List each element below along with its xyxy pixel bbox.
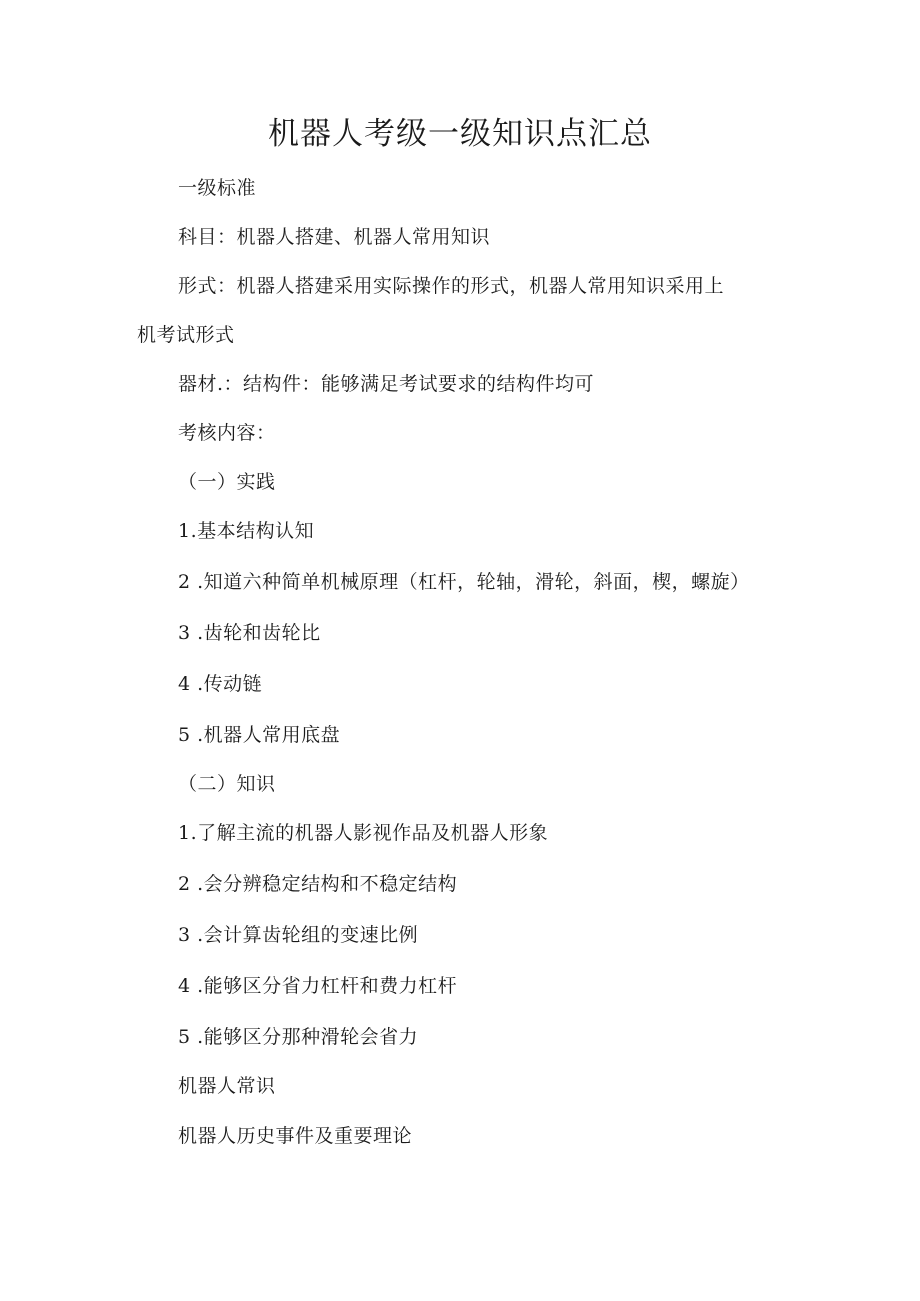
paragraph-materials: 器材.：结构件：能够满足考试要求的结构件均可 [178,373,595,395]
paragraph-format-continued: 机考试形式 [137,324,235,346]
paragraph-level-standard: 一级标准 [178,177,257,199]
section-heading-knowledge: （二）知识 [178,773,276,795]
section-heading-practice: （一）实践 [178,471,276,493]
paragraph-format: 形式：机器人搭建采用实际操作的形式，机器人常用知识采用上 [178,275,725,297]
list-item: 4 .能够区分省力杠杆和费力杠杆 [178,975,458,997]
list-item: 3 .齿轮和齿轮比 [178,622,321,644]
list-item: 1.了解主流的机器人影视作品及机器人形象 [178,822,549,844]
paragraph-robot-history: 机器人历史事件及重要理论 [178,1125,413,1147]
list-item: 4 .传动链 [178,673,263,695]
list-item: 5 .机器人常用底盘 [178,724,341,746]
paragraph-subjects: 科目：机器人搭建、机器人常用知识 [178,226,491,248]
document-title: 机器人考级一级知识点汇总 [268,116,652,152]
list-item: 3 .会计算齿轮组的变速比例 [178,924,419,946]
paragraph-assessment-content: 考核内容： [178,422,276,444]
list-item: 5 .能够区分那种滑轮会省力 [178,1026,419,1048]
list-item: 2 .知道六种简单机械原理（杠杆，轮轴，滑轮，斜面，楔，螺旋） [178,571,750,593]
section-heading-robot-common-knowledge: 机器人常识 [178,1075,276,1097]
list-item: 1.基本结构认知 [178,520,315,542]
list-item: 2 .会分辨稳定结构和不稳定结构 [178,873,458,895]
